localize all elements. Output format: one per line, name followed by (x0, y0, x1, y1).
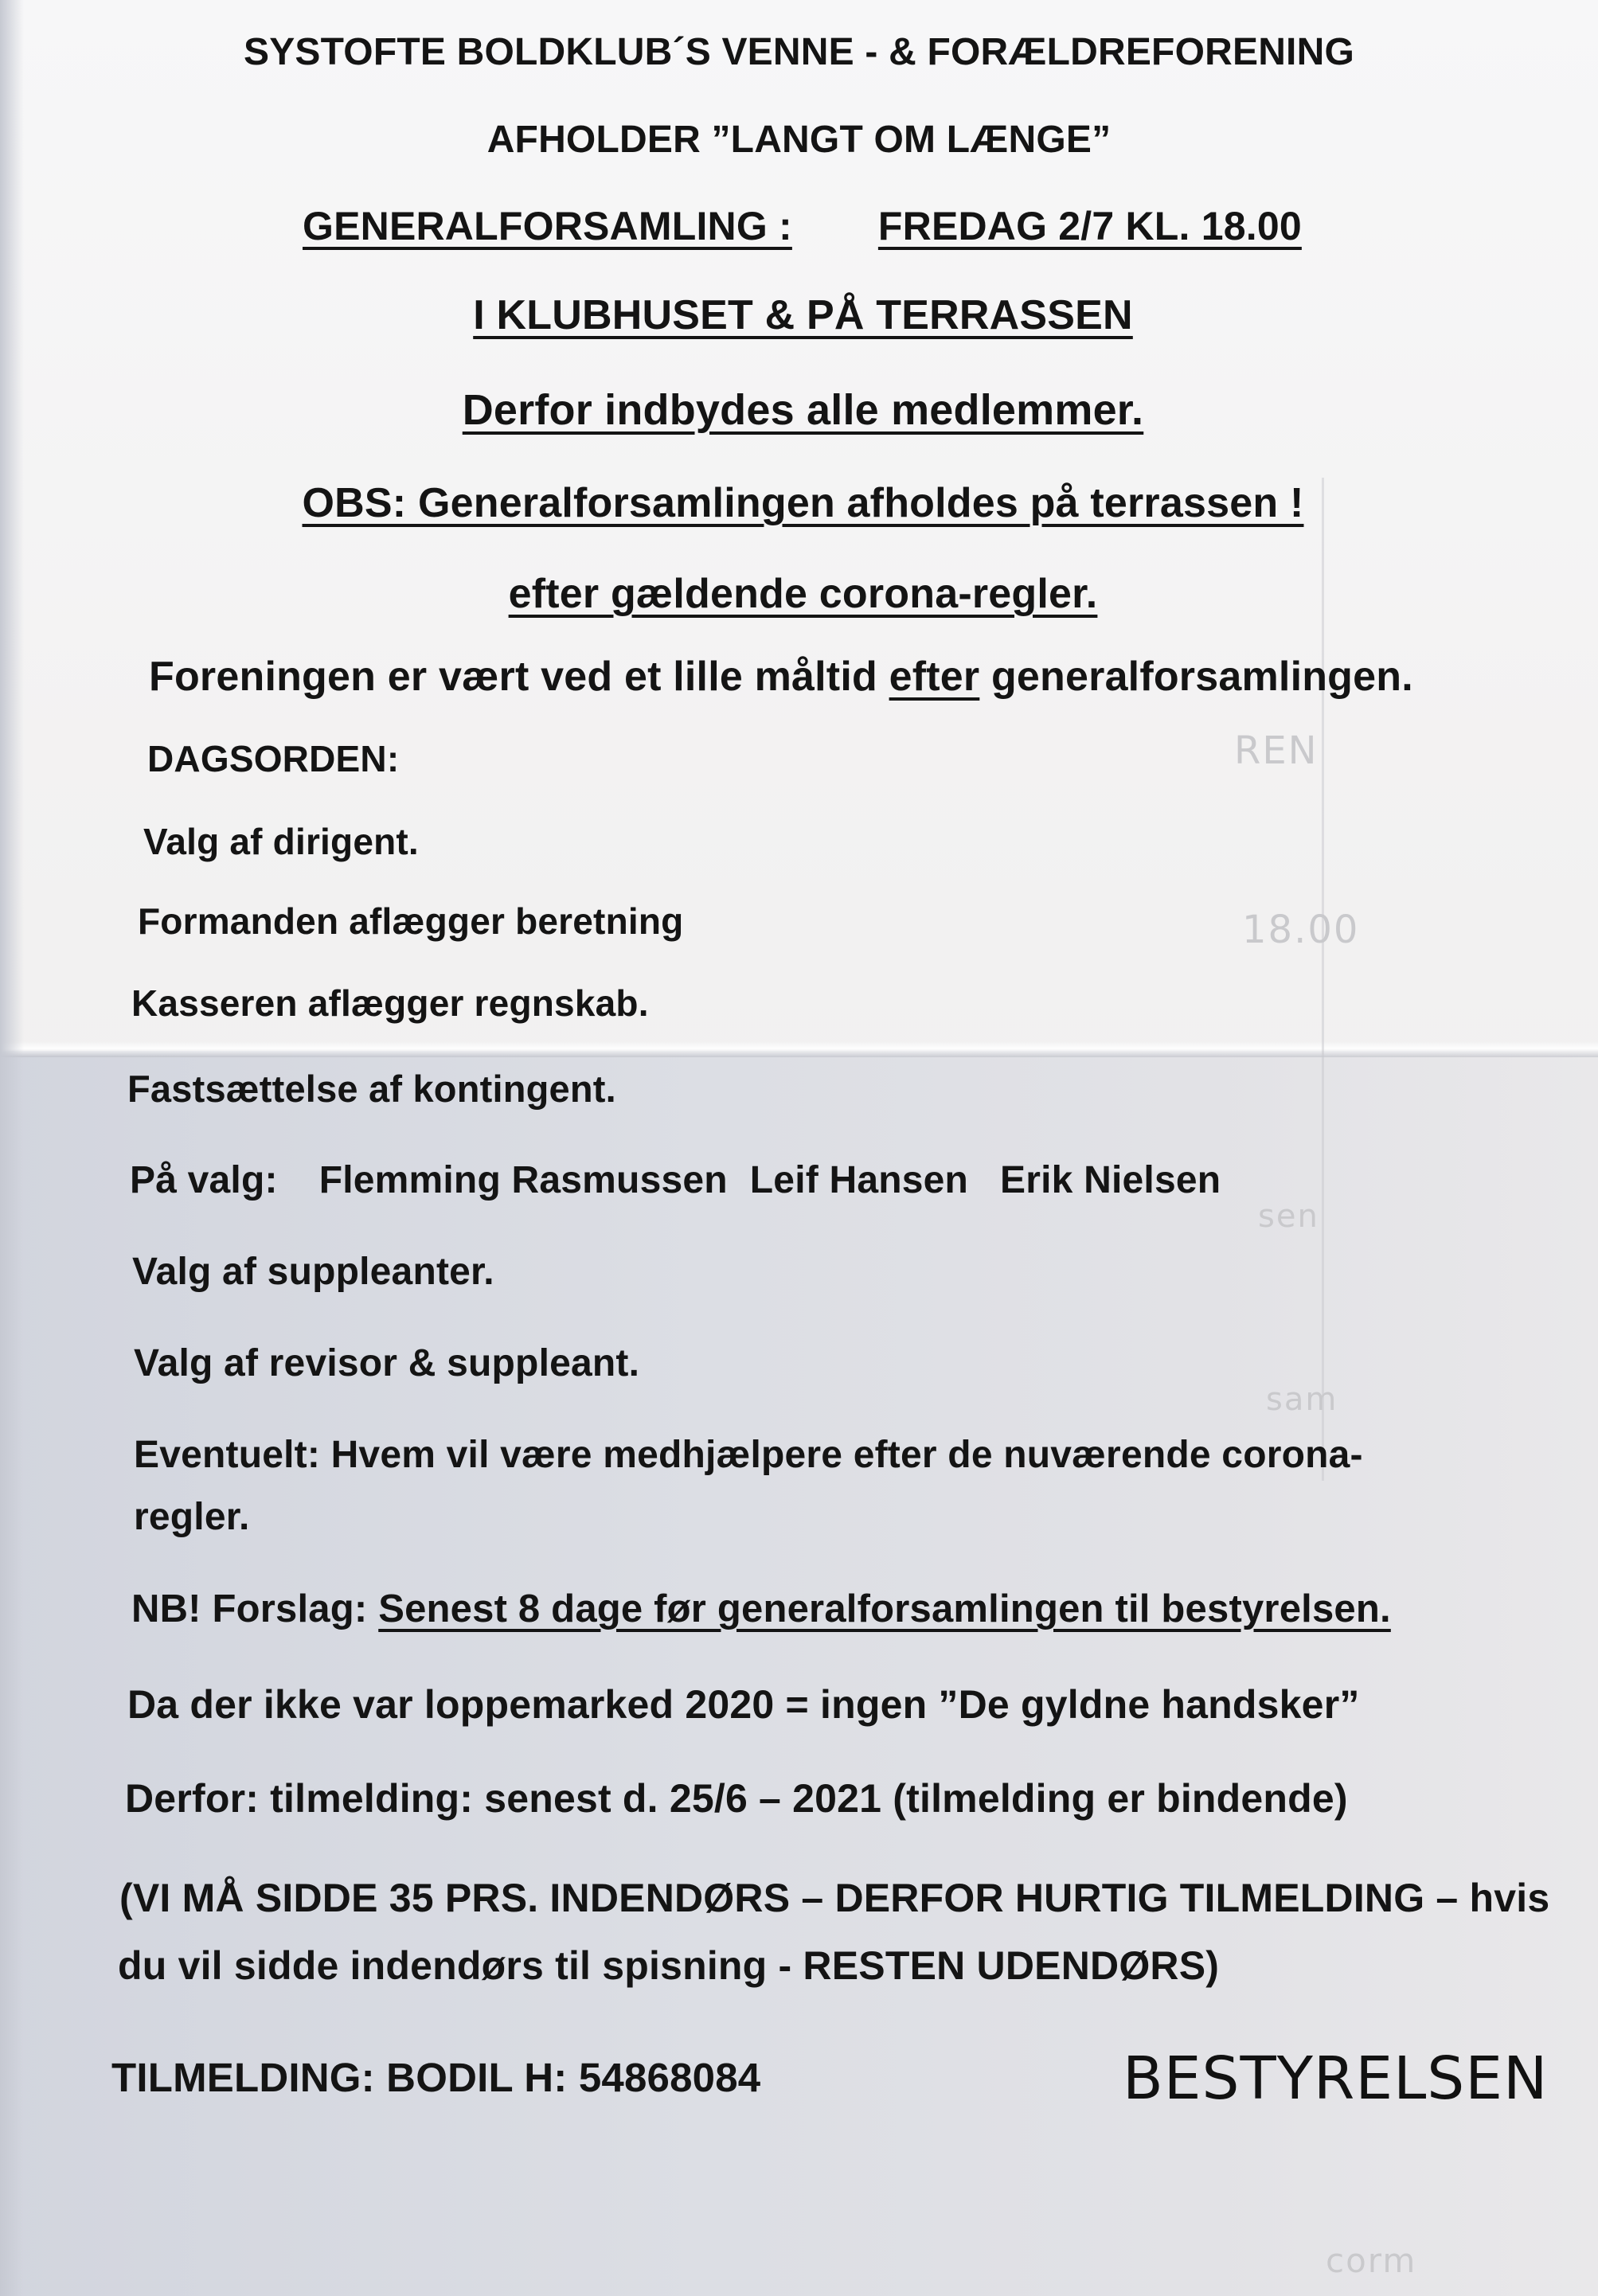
candidate-name: Leif Hansen (749, 1159, 969, 1201)
meeting-location: I KLUBHUSET & PÅ TERRASSEN (473, 292, 1133, 338)
meal-notice (149, 653, 1413, 701)
ghost-mark: corm (1326, 2241, 1417, 2280)
agenda-item: Formanden aflægger beretning (138, 900, 684, 942)
election-line (130, 1158, 1221, 1202)
paper-fold-crease (0, 1041, 1598, 1057)
proposal-text: Senest 8 dage før generalforsamlingen til bestyrelsen. (378, 1587, 1391, 1630)
election-label: På valg: (130, 1159, 278, 1201)
candidate-name: Erik Nielsen (1000, 1159, 1221, 1201)
agenda-item: Valg af suppleanter. (132, 1251, 494, 1293)
invitation-line: Derfor indbydes alle medlemmer. (462, 386, 1144, 434)
paper-edge-shadow (0, 0, 24, 2296)
flea-market-note: Da der ikke var loppemarked 2020 = ingen ”De gyldne handsker” (127, 1682, 1360, 1727)
club-name-heading: SYSTOFTE BOLDKLUB´S VENNE - & FORÆLDREFORENING (243, 31, 1354, 73)
seating-note-line: (VI MÅ SIDDE 35 PRS. INDENDØRS – DERFOR HURTIG TILMELDING – hvis (119, 1876, 1550, 1920)
proposal-deadline (131, 1587, 1391, 1631)
registration-deadline: Derfor: tilmelding: senest d. 25/6 – 2021 (tilmelding er bindende) (125, 1776, 1348, 1821)
agenda-misc-line: Eventuelt: Hvem vil være medhjælpere efter de nuværende corona- (134, 1434, 1363, 1476)
proposal-label: NB! Forslag: (131, 1587, 379, 1630)
announcement-heading: AFHOLDER ”LANGT OM LÆNGE” (486, 119, 1112, 161)
general-meeting-date: FREDAG 2/7 KL. 18.00 (877, 204, 1302, 248)
ghost-mark: 18.00 (1242, 908, 1360, 952)
meal-notice-end: generalforsamlingen. (979, 654, 1413, 700)
meal-notice-emphasis: efter (889, 654, 980, 700)
obs-notice: OBS: Generalforsamlingen afholdes på terrassen ! (302, 480, 1304, 526)
show-through-line (1322, 478, 1324, 1481)
ghost-mark: REN (1234, 728, 1319, 773)
board-signature: BESTYRELSEN (1123, 2044, 1549, 2113)
agenda-item: Fastsættelse af kontingent. (127, 1068, 616, 1110)
corona-rules-line: efter gældende corona-regler. (508, 571, 1098, 617)
meal-notice-text: Foreningen er vært ved et lille måltid (149, 654, 889, 700)
candidate-name: Flemming Rasmussen (318, 1159, 728, 1201)
ghost-mark: sam (1266, 1381, 1338, 1418)
general-meeting-label-text: GENERALFORSAMLING : (303, 204, 792, 248)
general-meeting-label (303, 203, 1302, 249)
seating-note-line: du vil sidde indendørs til spisning - RESTEN UDENDØRS) (118, 1943, 1220, 1988)
registration-contact: TILMELDING: BODIL H: 54868084 (111, 2055, 761, 2100)
ghost-mark: sen (1258, 1198, 1319, 1235)
agenda-item: Valg af dirigent. (143, 821, 419, 862)
agenda-misc-line: regler. (134, 1496, 250, 1538)
agenda-item: Kasseren aflægger regnskab. (131, 982, 649, 1024)
agenda-item: Valg af revisor & suppleant. (134, 1342, 640, 1384)
agenda-title: DAGSORDEN: (147, 738, 400, 779)
